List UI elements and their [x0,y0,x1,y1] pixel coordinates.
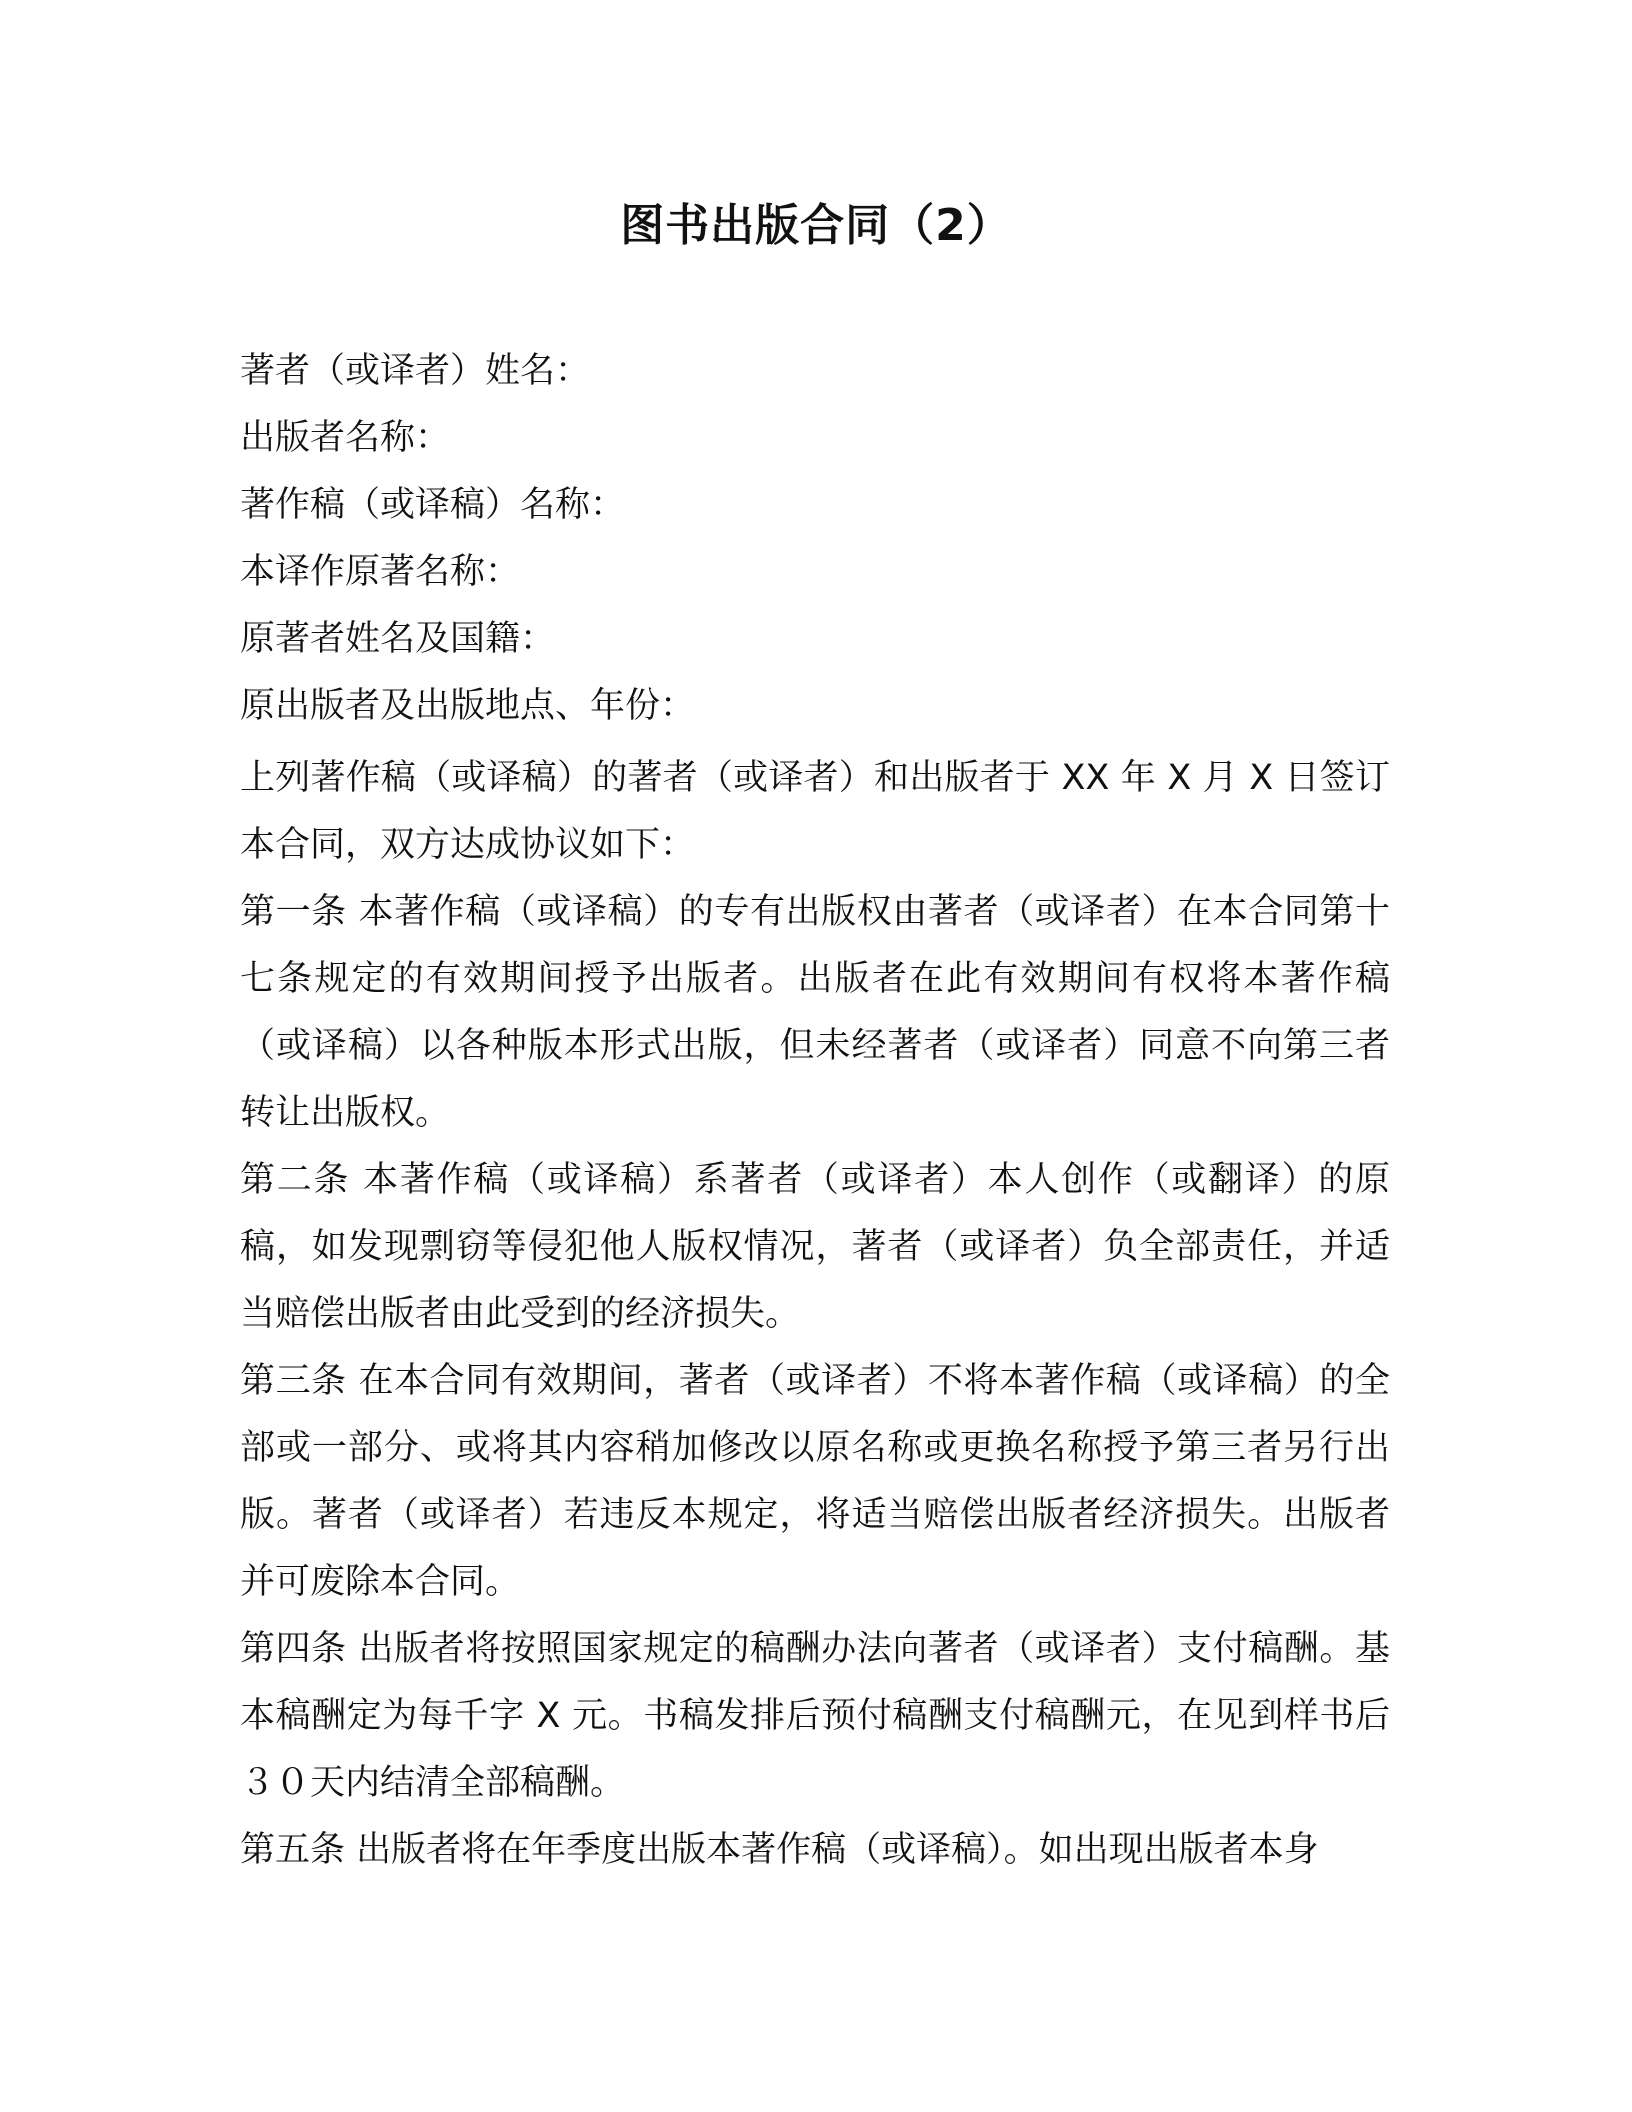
field-original-publisher-info: 原出版者及出版地点、年份： [240,686,696,726]
field-original-author-nationality: 原著者姓名及国籍： [240,619,556,659]
paragraph-article-5: 第五条 出版者将在年季度出版本著作稿（或译稿）。如出现出版者本身 [240,1830,1319,1870]
paragraph-article-2: 第二条 本著作稿（或译稿）系著者（或译者）本人创作（或翻译）的原稿，如发现剽窃等侵犯他人版权情况，著者（或译者）负全部责任，并适当赔偿出版者由此受到的经济损失。 [240,1160,1390,1334]
field-manuscript-name: 著作稿（或译稿）名称： [240,485,626,525]
contract-fields [240,338,1400,740]
paragraph-article-4: 第四条 出版者将按照国家规定的稿酬办法向著者（或译者）支付稿酬。基本稿酬定为每千字 X 元。书稿发排后预付稿酬支付稿酬元，在见到样书后３０天内结清全部稿酬。 [240,1629,1390,1803]
paragraph-article-1: 第一条 本著作稿（或译稿）的专有出版权由著者（或译者）在本合同第十七条规定的有效期间授予出版者。出版者在此有效期间有权将本著作稿（或译稿）以各种版本形式出版，但未经著者（或译者）同意不向第三者转让出版权。 [240,892,1390,1133]
paragraph-article-3: 第三条 在本合同有效期间，著者（或译者）不将本著作稿（或译稿）的全部或一部分、或将其内容稍加修改以原名称或更换名称授予第三者另行出版。著者（或译者）若违反本规定，将适当赔偿出版者经济损失。出版者并可废除本合同。 [240,1361,1390,1602]
field-author-name: 著者（或译者）姓名： [240,351,591,391]
field-publisher-name: 出版者名称： [240,418,451,458]
field-original-work-name: 本译作原著名称： [240,552,521,592]
contract-body [240,745,1390,1884]
document-title: 图书出版合同（2） [620,200,1012,251]
paragraph-preamble: 上列著作稿（或译稿）的著者（或译者）和出版者于 XX 年 X 月 X 日签订本合同，双方达成协议如下： [240,758,1390,865]
